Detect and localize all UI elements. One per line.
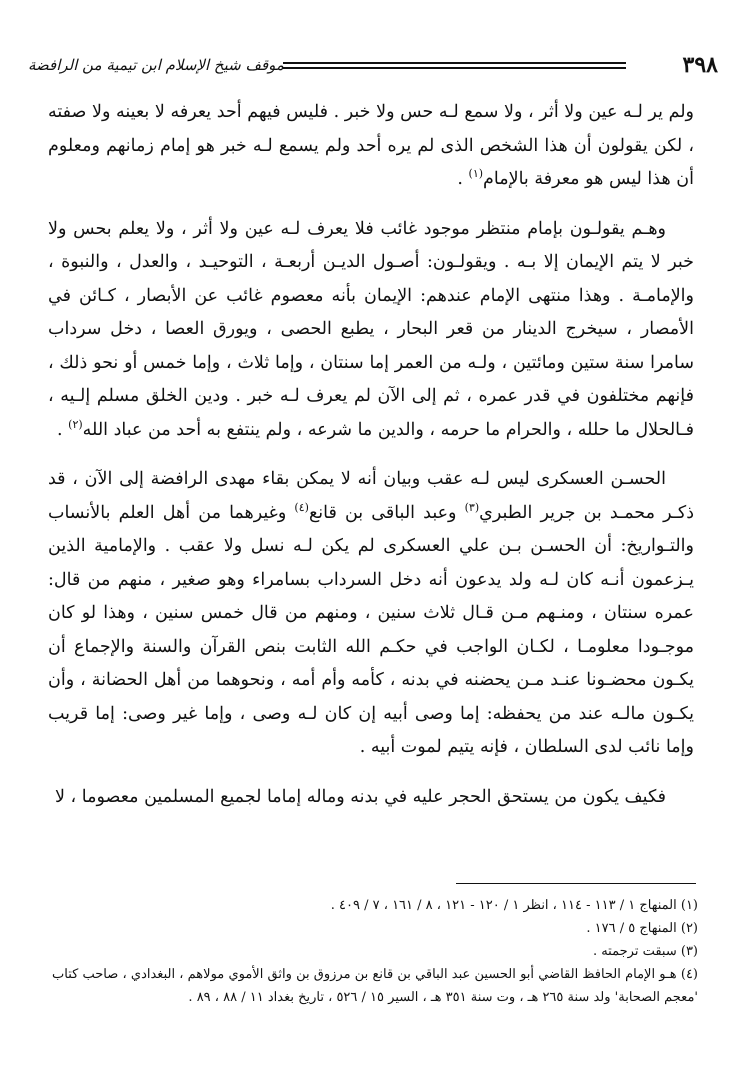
- paragraph-3-text: الحسـن العسكرى ليس لـه عقب وبيان أنه لا يمكن بقاء مهدى الرافضة إلى الآن ، قد ذكـر محمـد بن جرير الطبري: [48, 469, 695, 523]
- paragraph-1: [48, 96, 694, 197]
- header-double-rule: [283, 62, 626, 69]
- footnote-ref-4: (٤): [294, 500, 309, 514]
- footnote-1: (١) المنهاج ١ / ١١٣ - ١١٤ ، انظر ١ / ١٢٠ - ١٢١ ، ٨ / ١٦١ ، ٧ / ٤٠٩ .: [330, 898, 698, 913]
- paragraph-3-text-2: وعبد الباقى بن قانع: [308, 502, 465, 523]
- footnote-4: (٤) هـو الإمام الحافظ القاضي أبو الحسين عبد الباقي بن قانع بن مرزوق بن واثق الأموي مولاهم ، البغدادي ، صاحب كتاب 'معجم الصحابة' ولد سنة ٢٦٥ هـ ، وت سنة ٣٥١ هـ ، السير ١٥ / ٥٢٦ ، تاريخ بغداد ١١ / ٨٨ ، ٨٩ .: [52, 967, 698, 1005]
- paragraph-2-text: وهـم يقولـون بإمام منتظر موجود غائب فلا يعرف لـه عين ولا أثر ، ولا يعلم بحس ولا خبر لا يتم الإيمان إلا بـه . ويقولـون: أصـول الديـن أربعـة ، التوحيـد ، والعدل ، والنبوة ، والإمامـة . وهذا منتهى الإمام عندهم: الإيمان بأنه معصوم غائب عن الأبصار ، كـائن في الأمصار ، سيخرج الدينار من قعر البحار ، يطبع الحصى ، ويورق العصا ، دخل سرداب سامرا سنة ستين ومائتين ، ولـه من العمر إما سنتان ، وإما ثلاث ، وإما خمس أو نحو ذلك ، فإنهم مختلفون في قدر عمره ، ثم إلى الآن لم يعرف لـه خبر . ودين الخلق مسلم إلـيه ، فـالحلال ما حلله ، والحرام ما حرمه ، والدين ما شرعه ، ولم ينتفع به أحد من عباد الله: [48, 218, 694, 440]
- footnote-3: (٣) سبقت ترجمته .: [592, 944, 698, 959]
- paragraph-3-tail: وغيرهما من أهل العلم بالأنساب والتـواريخ: أن الحسـن بـن علي العسكرى لم يكن لـه نسل ولا عقب . والإمامية الذين يـزعمون أنـه كان لـه ولد يدعون أنه دخل السرداب بسامراء وهو صغير ، منهم من قال: عمره سنتان ، ومنـهم مـن قـال ثلاث سنين ، ومنهم من قال خمس سنين ، وهذا لو كان موجـودا معلومـا ، لكـان الواجب في حكـم الله الثابت بنص القرآن والسنة والإجماع أن يكـون محضـونا عنـد مـن يحضنه في بدنه ، كأمه وأم أمه ، ونحوهما من أهل الحضانة ، وأن يكـون مالـه عند من يحفظه: إما وصى أبيه إن كان لـه وصى ، وإما غير وصى: إما قريب وإما نائب لدى السلطان ، فإنه يتيم لموت أبيه .: [48, 502, 694, 757]
- paragraph-2: [48, 213, 694, 448]
- paragraph-3: [48, 463, 694, 765]
- footnote-separator: [456, 883, 696, 884]
- paragraph-1-text: ولم ير لـه عين ولا أثر ، ولا سمع لـه حس ولا خبر . فليس فيهم أحد يعرفه لا بعينه ولا صفته ، لكن يقولون أن هذا الشخص الذى لم يره أحد ولم يسمع لـه خبر هو إمام زمانهم ومعلوم أن هذا ليس هو معرفة بالإمام: [48, 102, 694, 189]
- footnote-ref-2: (٢): [68, 417, 83, 431]
- paragraph-4-text: فكيف يكون من يستحق الحجر عليه في بدنه وماله إماما لجميع المسلمين معصوما ، لا: [55, 786, 666, 807]
- page-header: [28, 50, 718, 84]
- paragraph-4: [48, 781, 694, 815]
- paragraph-2-tail: .: [57, 419, 69, 440]
- page-number: ٣٩٨: [682, 52, 718, 78]
- footnotes: [52, 894, 698, 1009]
- footnote-ref-1: (١): [468, 167, 484, 181]
- paragraph-1-tail: .: [457, 169, 469, 189]
- footnote-ref-3: (٣): [464, 500, 480, 514]
- main-text: [48, 96, 694, 830]
- running-title: موقف شيخ الإسلام ابن تيمية من الرافضة: [28, 56, 284, 74]
- footnote-2: (٢) المنهاج ٥ / ١٧٦ .: [586, 921, 698, 936]
